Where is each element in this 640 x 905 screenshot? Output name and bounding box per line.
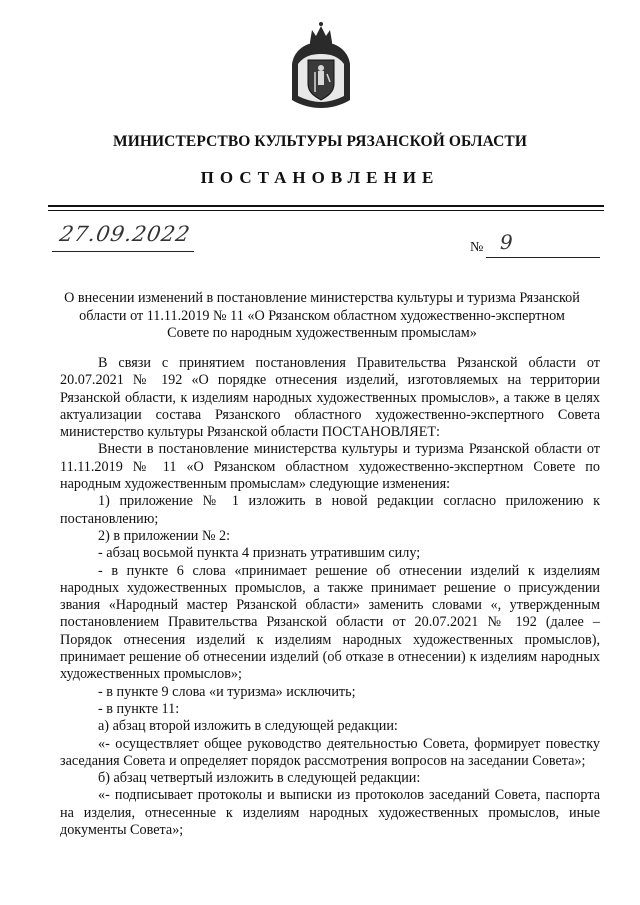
paragraph: - абзац восьмой пункта 4 признать утратившим силу; [98, 545, 421, 562]
handwritten-number: 9 [500, 230, 513, 254]
document-body [60, 355, 600, 839]
paragraph: - в пункте 11: [98, 700, 180, 717]
date-underline [52, 251, 194, 252]
paragraph: 2) в приложении № 2: [98, 527, 231, 544]
handwritten-date: 27.09.2022 [57, 222, 193, 246]
paragraph: В связи с принятием постановления Правительства Рязанской области от 20.07.2021 № 192 «О порядке отнесения изделий, изготовляемых на территории Рязанской области, к изделиям народных художественных промыслов», а также в целях актуализации состава Рязанского областного художественно-экспертного Совета министерство культуры Рязанской области ПОСТАНОВЛЯЕТ: [60, 355, 600, 441]
paragraph: 1) приложение № 1 изложить в новой редакции согласно приложению к постановлению; [60, 493, 600, 527]
paragraph: «- осуществляет общее руководство деятельностью Совета, формирует повестку заседания Совета и определяет порядок рассмотрения вопросов на заседании Совета»; [60, 735, 600, 769]
header-rule-thin [48, 210, 604, 211]
header-rule-thick [48, 205, 604, 207]
document-type: ПОСТАНОВЛЕНИЕ [200, 168, 440, 187]
ministry-title: МИНИСТЕРСТВО КУЛЬТУРЫ РЯЗАНСКОЙ ОБЛАСТИ [112, 133, 528, 150]
coat-of-arms-icon [288, 20, 354, 110]
paragraph: б) абзац четвертый изложить в следующей редакции: [98, 770, 421, 787]
number-sign: № [470, 240, 484, 255]
number-underline [486, 257, 600, 258]
paragraph: «- подписывает протоколы и выписки из протоколов заседаний Совета, паспорта на изделия, отнесенные к изделиям народных художественных промыслов, иные документы Совета»; [60, 787, 600, 839]
paragraph: а) абзац второй изложить в следующей редакции: [98, 718, 398, 735]
paragraph: Внести в постановление министерства культуры и туризма Рязанской области от 11.11.2019 № 11 «О Рязанском областном художественно-экспертном Совете по народным художественным промыслам» следующие изменения: [60, 441, 600, 493]
document-subject: О внесении изменений в постановление министерства культуры и туризма Рязанской области от 11.11.2019 № 11 «О Рязанском областном художественно-экспертном Совете по народным художественным промыслам» [64, 290, 580, 341]
paragraph: - в пункте 9 слова «и туризма» исключить; [98, 683, 356, 700]
paragraph: - в пункте 6 слова «принимает решение об отнесении изделий к изделиям народных художественных промыслов, а также принимает решение о присуждении звания «Народный мастер Рязанской области» заменить словами «, утвержденным постановлением Правительства Рязанской области от 20.07.2021 № 192 (далее – Порядок отнесения изделий к изделиям народных художественных промыслов), принимает решение об отнесении изделий (об отказе в отнесении) к изделиям народных художественных промыслов»; [60, 562, 600, 683]
